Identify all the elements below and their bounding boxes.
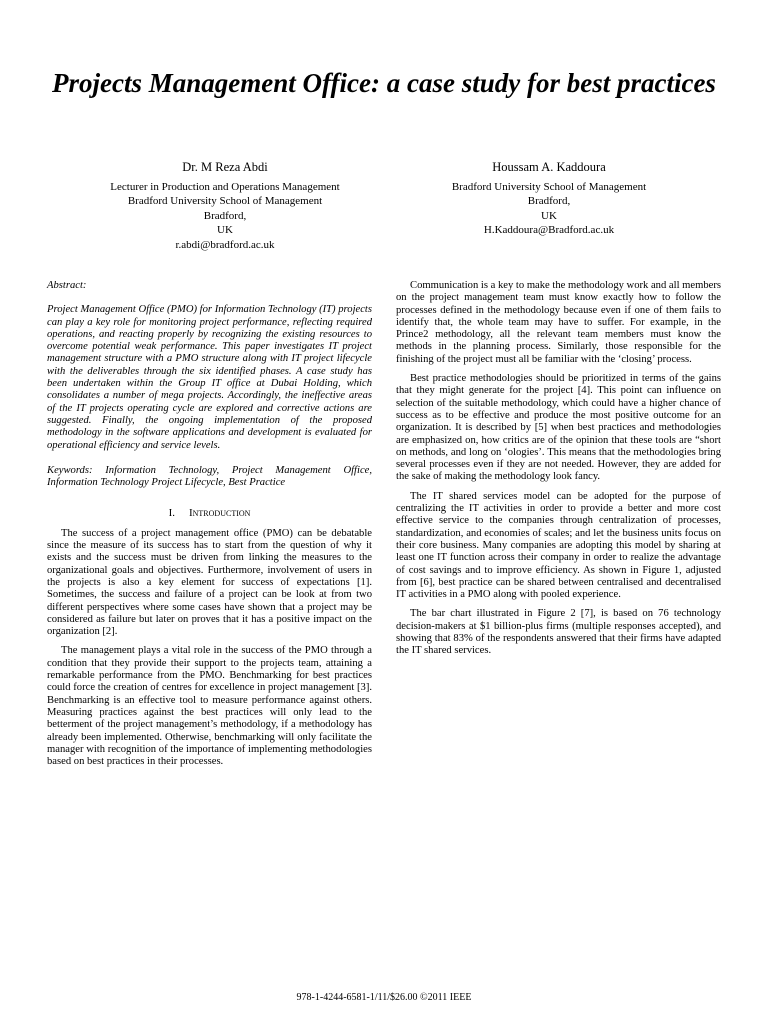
body-paragraph: Best practice methodologies should be prioritized in terms of the gains that they might generate for the project [4]. This point can influence on selection of the suitable methodology, which could have a higher chance of success as to be effective and produce the most positive outcome for an organization. It is described by [5] when best practices and methodologies are emphasized on, how critics are of the opinion that these tools are “short on methods, and long on ‘ologies’. This means that the methodologies bring several processes even if they are not needed. However, they are added for the sake of making the methodology look fancy. [396,373,721,483]
author-block-2 [398,160,700,238]
copyright-footer: 978-1-4244-6581-1/11/$26.00 ©2011 IEEE [296,992,472,1003]
author-email: r.abdi@bradford.ac.uk [175,238,275,251]
paper-title: Projects Management Office: a case study for best practices [52,68,716,98]
body-paragraph: The IT shared services model can be adopted for the purpose of centralizing the IT activities in order to provide a better and more cost effective service to the companies through centralization of processes, standardization, and economies of scales; and let the business units focus on their core business. Many companies are adopting this model by sharing at least one IT function across their company in order to realize the advantage of cost savings and to improve efficiency. As shown in Figure 1, adjusted from [6], best practice can be shared between centralised and decentralised IT activities in a PMO along with pooled experience. [396,490,721,601]
section-number: I. [168,507,175,520]
author-affiliation-line: UK [217,224,233,236]
body-paragraph: The success of a project management office (PMO) can be debatable since the measure of its success has to start from the question of why it exists and the success must be driven from linking the measures to the organizational goals and objectives. Furthermore, involvement of users in the projects is also a key element for success of expectations [1]. Sometimes, the success and failure of a project can be look at from two different perspectives where some cases have shown that a project may be considered as failure but later on proves that it has a positive impact on the organization [2]. [47,527,372,638]
author-name: Houssam A. Kaddoura [492,160,606,174]
author-affiliation-line: Lecturer in Production and Operations Management [110,180,340,193]
right-column [396,280,721,665]
body-paragraph: Communication is a key to make the methodology work and all members on the project management team must know exactly how to follow the processes defined in the methodology because even if one of them fails to identify that, the whole team may have to suffer. For example, in the Prince2 methodology, all the relevant team members must know the methods in the planning process. Similarly, those responsible for the finishing of the project must all be familiar with the ‘closing’ process. [396,280,721,365]
author-affiliation-line: Bradford University School of Management [451,180,647,193]
keywords: Keywords: Information Technology, Project Management Office, Information Technology Project Lifecycle, Best Practice [47,464,372,489]
left-column [47,280,372,775]
section-heading [47,507,372,519]
section-title: Introduction [188,507,251,520]
author-name: Dr. M Reza Abdi [182,160,268,174]
body-paragraph: The management plays a vital role in the success of the PMO through a condition that they provide their support to the projects team, attaining a remarkable performance from the PMO. Benchmarking for best practices could force the creation of centres for excellence in project management [3]. Benchmarking is an effective tool to measure performance against others. Measuring practices against the best practices will only lead to the betterment of the project management’s methodology, if a methodology has already been implemented. Otherwise, benchmarking will only facilitate the manager with recognition of the importance of implementing methodologies based on best practices in their processes. [47,645,372,768]
abstract-text: Project Management Office (PMO) for Information Technology (IT) projects can play a key role for monitoring project performance, reflecting required operations, and reacting properly by recognizing the existing resources to overcome potential weak performance. This paper investigates IT project management structure with a PMO structure along with IT project lifecycle with the deliverables through the six identified phases. A case study has been undertaken within the Group IT office at Dubai Holding, which consolidates a number of mega projects. Accordingly, the ineffective areas of the IT projects operating cycle are explored and corrective actions are suggested. Finally, the ongoing implementation of the proposed methodology in the software applications and development is evaluated for operational efficiency and service levels. [47,304,372,451]
author-affiliation-line: Bradford, [527,195,571,207]
author-affiliation-line: UK [541,209,557,222]
author-affiliation-line: Bradford, [203,209,247,222]
author-block-1 [80,160,370,252]
body-paragraph: The bar chart illustrated in Figure 2 [7], is based on 76 technology decision-makers at $1 billion-plus firms (multiple responses accepted), and showing that 83% of the respondents answered that their firms have adapted the IT shared services. [396,608,721,657]
author-email: H.Kaddoura@Bradford.ac.uk [483,224,615,236]
author-affiliation-line: Bradford University School of Management [127,195,323,207]
abstract-label: Abstract: [47,280,87,291]
